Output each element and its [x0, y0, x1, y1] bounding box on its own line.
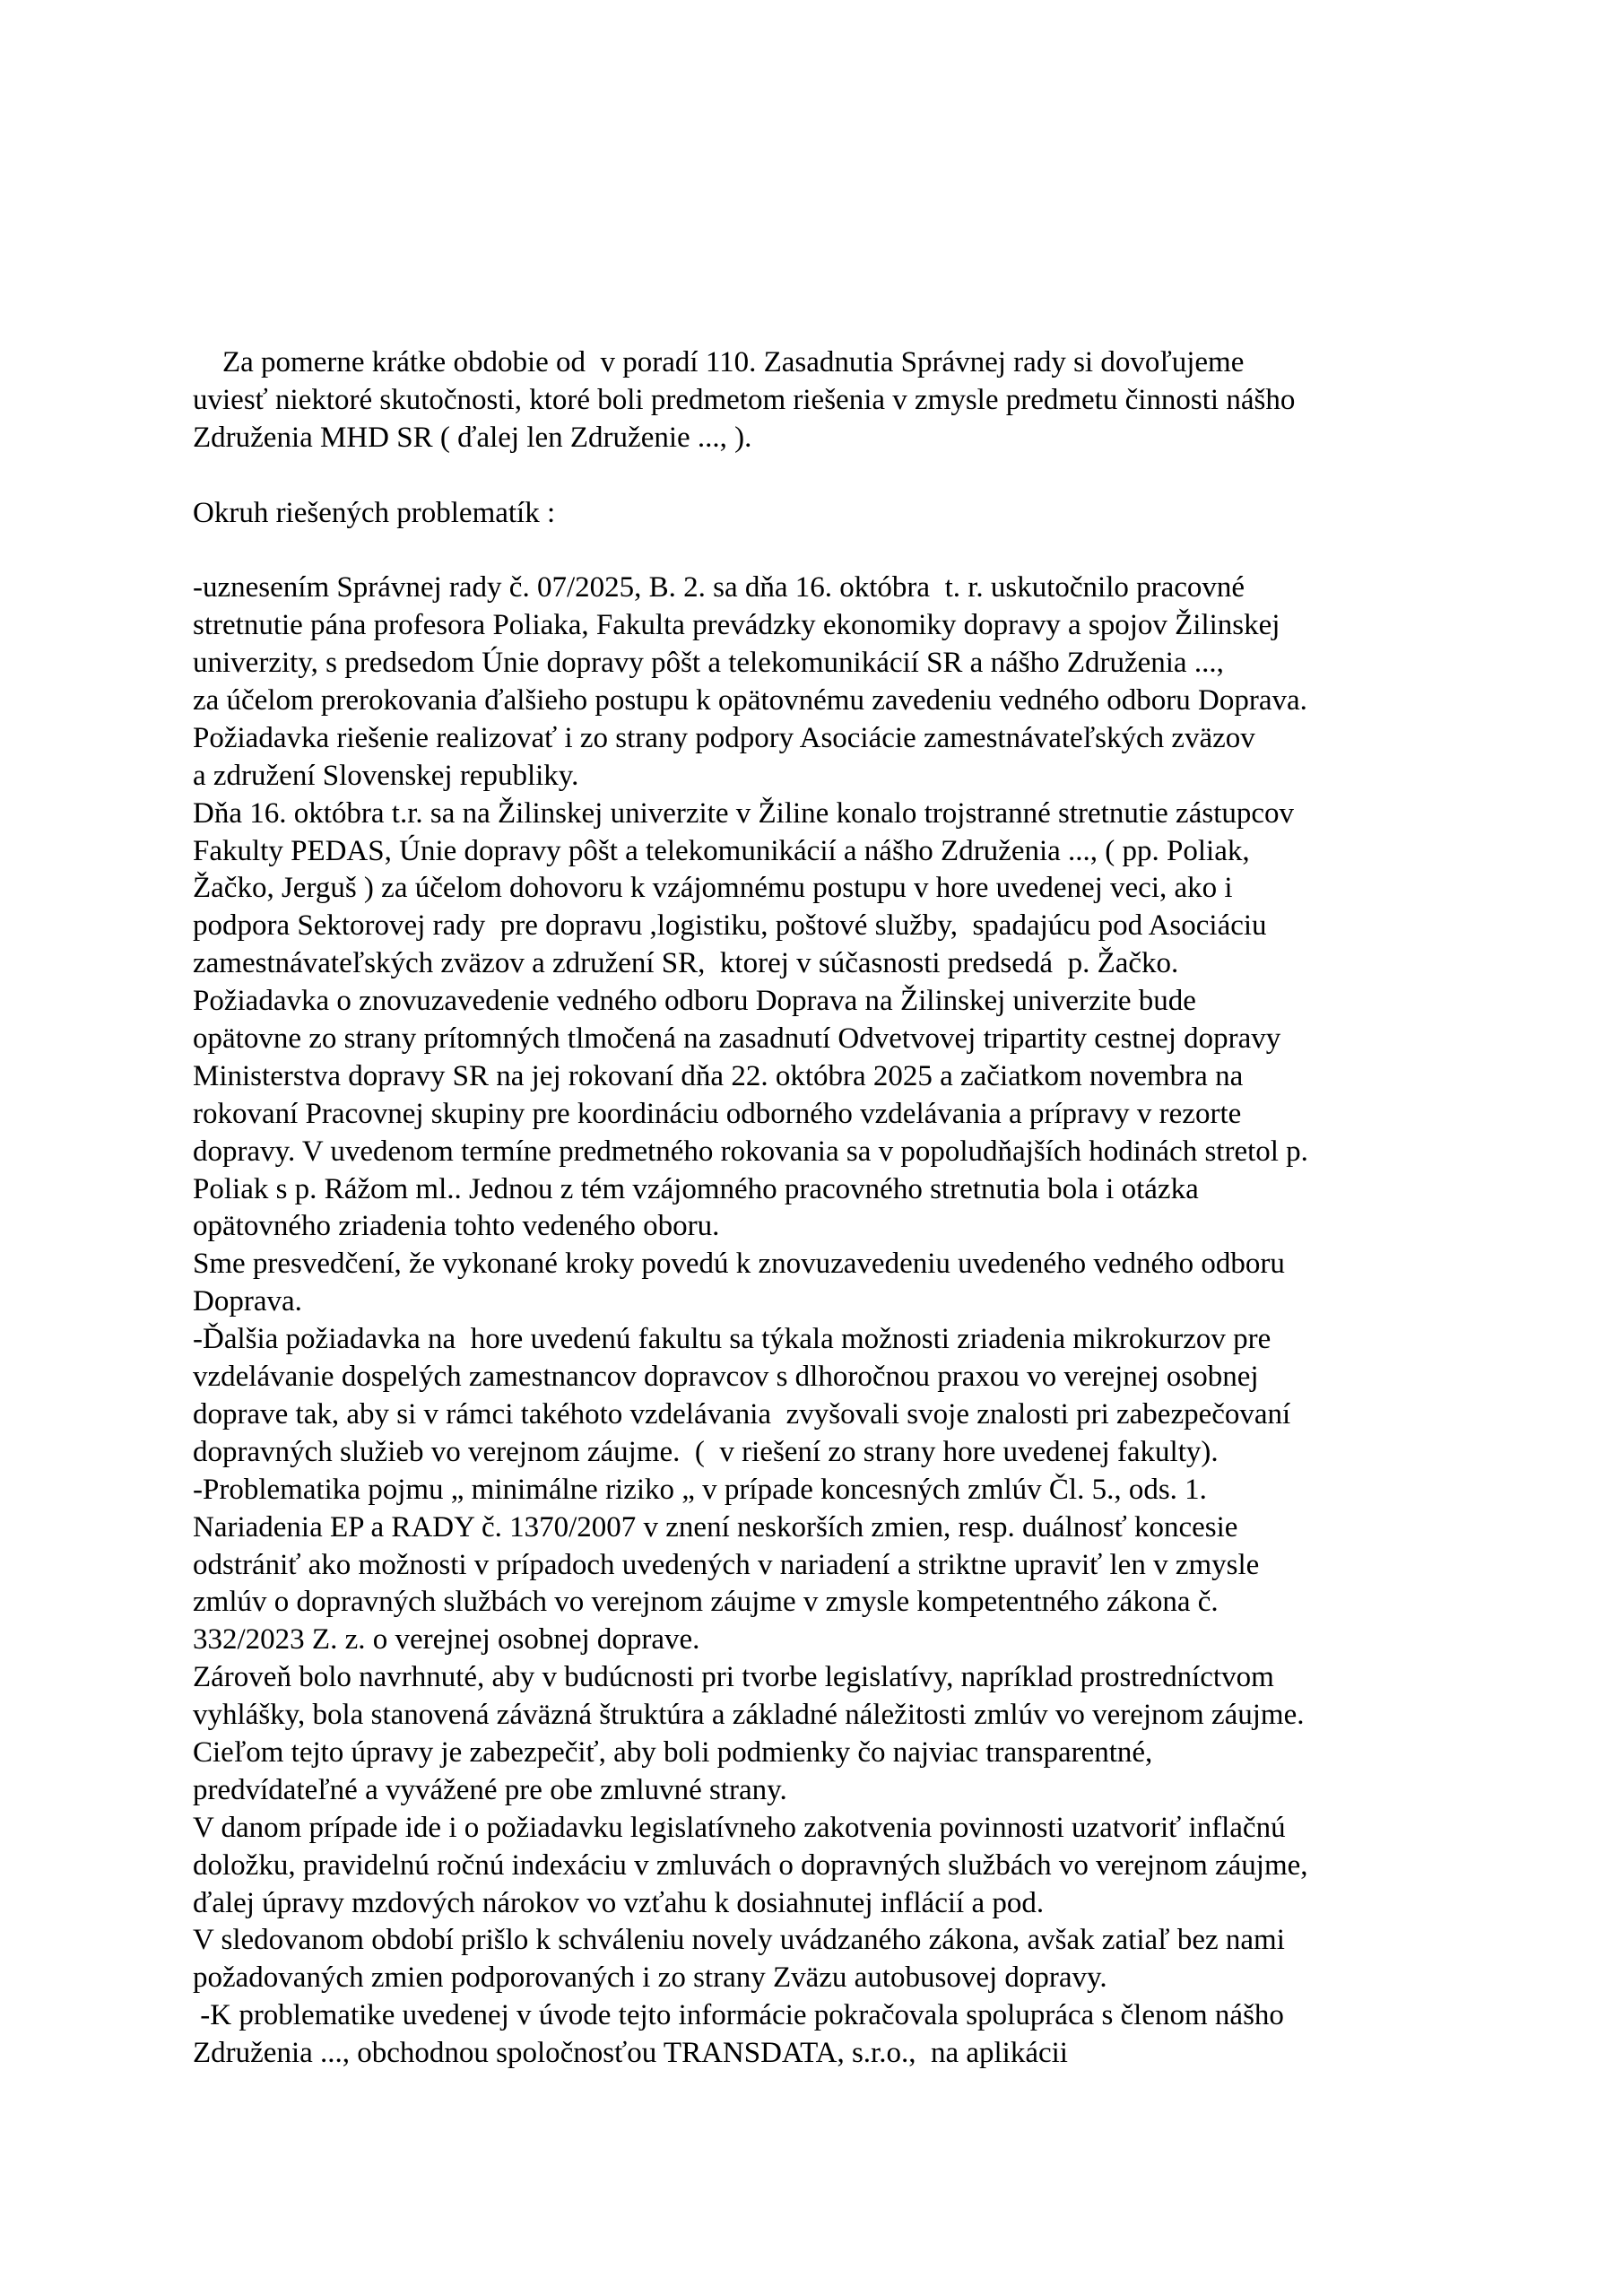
text-line: Zároveň bolo navrhnuté, aby v budúcnosti pri tvorbe legislatívy, napríklad prostredníctvom — [193, 1661, 1274, 1694]
text-line: zmlúv o dopravných službách vo verejnom záujme v zmysle kompetentného zákona č. — [193, 1586, 1219, 1619]
text-line: stretnutie pána profesora Poliaka, Fakulta prevádzky ekonomiky dopravy a spojov Žilinskej — [193, 609, 1280, 642]
text-line: požadovaných zmien podporovaných i zo strany Zväzu autobusovej dopravy. — [193, 1961, 1107, 1995]
text-line: dopravy. V uvedenom termíne predmetného rokovania sa v popoludňajších hodinách stretol p. — [193, 1135, 1308, 1168]
text-line: vzdelávanie dospelých zamestnancov dopravcov s dlhoročnou praxou vo verejnej osobnej — [193, 1361, 1259, 1394]
text-line: a združení Slovenskej republiky. — [193, 759, 579, 792]
text-line: uviesť niektoré skutočnosti, ktoré boli predmetom riešenia v zmysle predmetu činnosti nášho — [193, 383, 1296, 416]
text-line: Za pomerne krátke obdobie od v poradí 110. Zasadnutia Správnej rady si dovoľujeme — [193, 346, 1245, 378]
text-line: Žačko, Jerguš ) za účelom dohovoru k vzájomnému postupu v hore uvedenej veci, ako i — [193, 872, 1233, 905]
text-line: vyhlášky, bola stanovená záväzná štruktúra a základné náležitosti zmlúv vo verejnom záujme. — [193, 1699, 1305, 1732]
text-line: Požiadavka riešenie realizovať i zo strany podpory Asociácie zamestnávateľských zväzov — [193, 721, 1255, 754]
text-line: opätovného zriadenia tohto vedeného oboru. — [193, 1210, 720, 1243]
text-line: 332/2023 Z. z. o verejnej osobnej doprave. — [193, 1623, 700, 1657]
text-line: Doprava. — [193, 1285, 302, 1318]
text-line: -K problematike uvedenej v úvode tejto informácie pokračovala spolupráca s členom nášho — [193, 1999, 1284, 2032]
text-line: rokovaní Pracovnej skupiny pre koordináciu odborného vzdelávania a prípravy v rezorte — [193, 1097, 1242, 1130]
text-line: Sme presvedčení, že vykonané kroky povedú k znovuzavedeniu uvedeného vedného odboru — [193, 1248, 1285, 1281]
text-line: Okruh riešených problematík : — [193, 496, 556, 529]
text-line: odstrániť ako možnosti v prípadoch uvedených v nariadení a striktne upraviť len v zmysle — [193, 1548, 1260, 1581]
blank-line — [193, 457, 1484, 495]
text-line: V danom prípade ide i o požiadavku legislatívneho zakotvenia povinnosti uzatvoriť inflačnú — [193, 1811, 1286, 1844]
text-line: -uznesením Správnej rady č. 07/2025, B. 2. sa dňa 16. októbra t. r. uskutočnilo pracovné — [193, 571, 1245, 604]
text-line: -Ďalšia požiadavka na hore uvedenú fakultu sa týkala možnosti zriadenia mikrokurzov pre — [193, 1323, 1271, 1356]
text-line: Požiadavka o znovuzavedenie vedného odboru Doprava na Žilinskej univerzite bude — [193, 985, 1196, 1018]
text-line: podpora Sektorovej rady pre dopravu ,logistiku, poštové služby, spadajúcu pod Asociáciu — [193, 909, 1267, 943]
document-body — [193, 344, 1484, 2073]
text-line: ďalej úpravy mzdových nárokov vo vzťahu k dosiahnutej inflácií a pod. — [193, 1886, 1045, 1919]
text-line: Fakulty PEDAS, Únie dopravy pôšt a telekomunikácií a nášho Združenia ..., ( pp. Poliak, — [193, 834, 1250, 867]
text-line: doprave tak, aby si v rámci takéhoto vzdelávania zvyšovali svoje znalosti pri zabezpečovaní — [193, 1397, 1291, 1431]
blank-line — [193, 532, 1484, 570]
text-line: dopravných služieb vo verejnom záujme. ( v riešení zo strany hore uvedenej fakulty). — [193, 1435, 1219, 1468]
text-line: Poliak s p. Rážom ml.. Jednou z tém vzájomného pracovného stretnutia bola i otázka — [193, 1172, 1199, 1205]
text-line: opätovne zo strany prítomných tlmočená na zasadnutí Odvetvovej tripartity cestnej dopravy — [193, 1022, 1281, 1056]
text-line: Združenia ..., obchodnou spoločnosťou TRANSDATA, s.r.o., na aplikácii — [193, 2037, 1068, 2070]
text-line: Nariadenia EP a RADY č. 1370/2007 v znení neskorších zmien, resp. duálnosť koncesie — [193, 1510, 1238, 1544]
text-line: za účelom prerokovania ďalšieho postupu k opätovnému zavedeniu vedného odboru Doprava. — [193, 684, 1307, 718]
text-line: doložku, pravidelnú ročnú indexáciu v zmluvách o dopravných službách vo verejnom záujme, — [193, 1848, 1308, 1882]
text-line: Združenia MHD SR ( ďalej len Združenie ..., ). — [193, 421, 752, 454]
text-line: Dňa 16. októbra t.r. sa na Žilinskej univerzite v Žiline konalo trojstranné stretnutie zástupcov — [193, 796, 1295, 830]
text-line: V sledovanom období prišlo k schváleniu novely uvádzaného zákona, avšak zatiaľ bez nami — [193, 1924, 1285, 1957]
text-line: predvídateľné a vyvážené pre obe zmluvné strany. — [193, 1773, 787, 1806]
text-line: zamestnávateľských zväzov a združení SR, ktorej v súčasnosti predsedá p. Žačko. — [193, 947, 1179, 980]
text-line: Cieľom tejto úpravy je zabezpečiť, aby boli podmienky čo najviac transparentné, — [193, 1735, 1153, 1769]
text-line: univerzity, s predsedom Únie dopravy pôšt a telekomunikácií SR a nášho Združenia ..., — [193, 647, 1224, 680]
text-line: -Problematika pojmu „ minimálne riziko „ v prípade koncesných zmlúv Čl. 5., ods. 1. — [193, 1473, 1207, 1506]
text-line: Ministerstva dopravy SR na jej rokovaní dňa 22. októbra 2025 a začiatkom novembra na — [193, 1059, 1244, 1092]
